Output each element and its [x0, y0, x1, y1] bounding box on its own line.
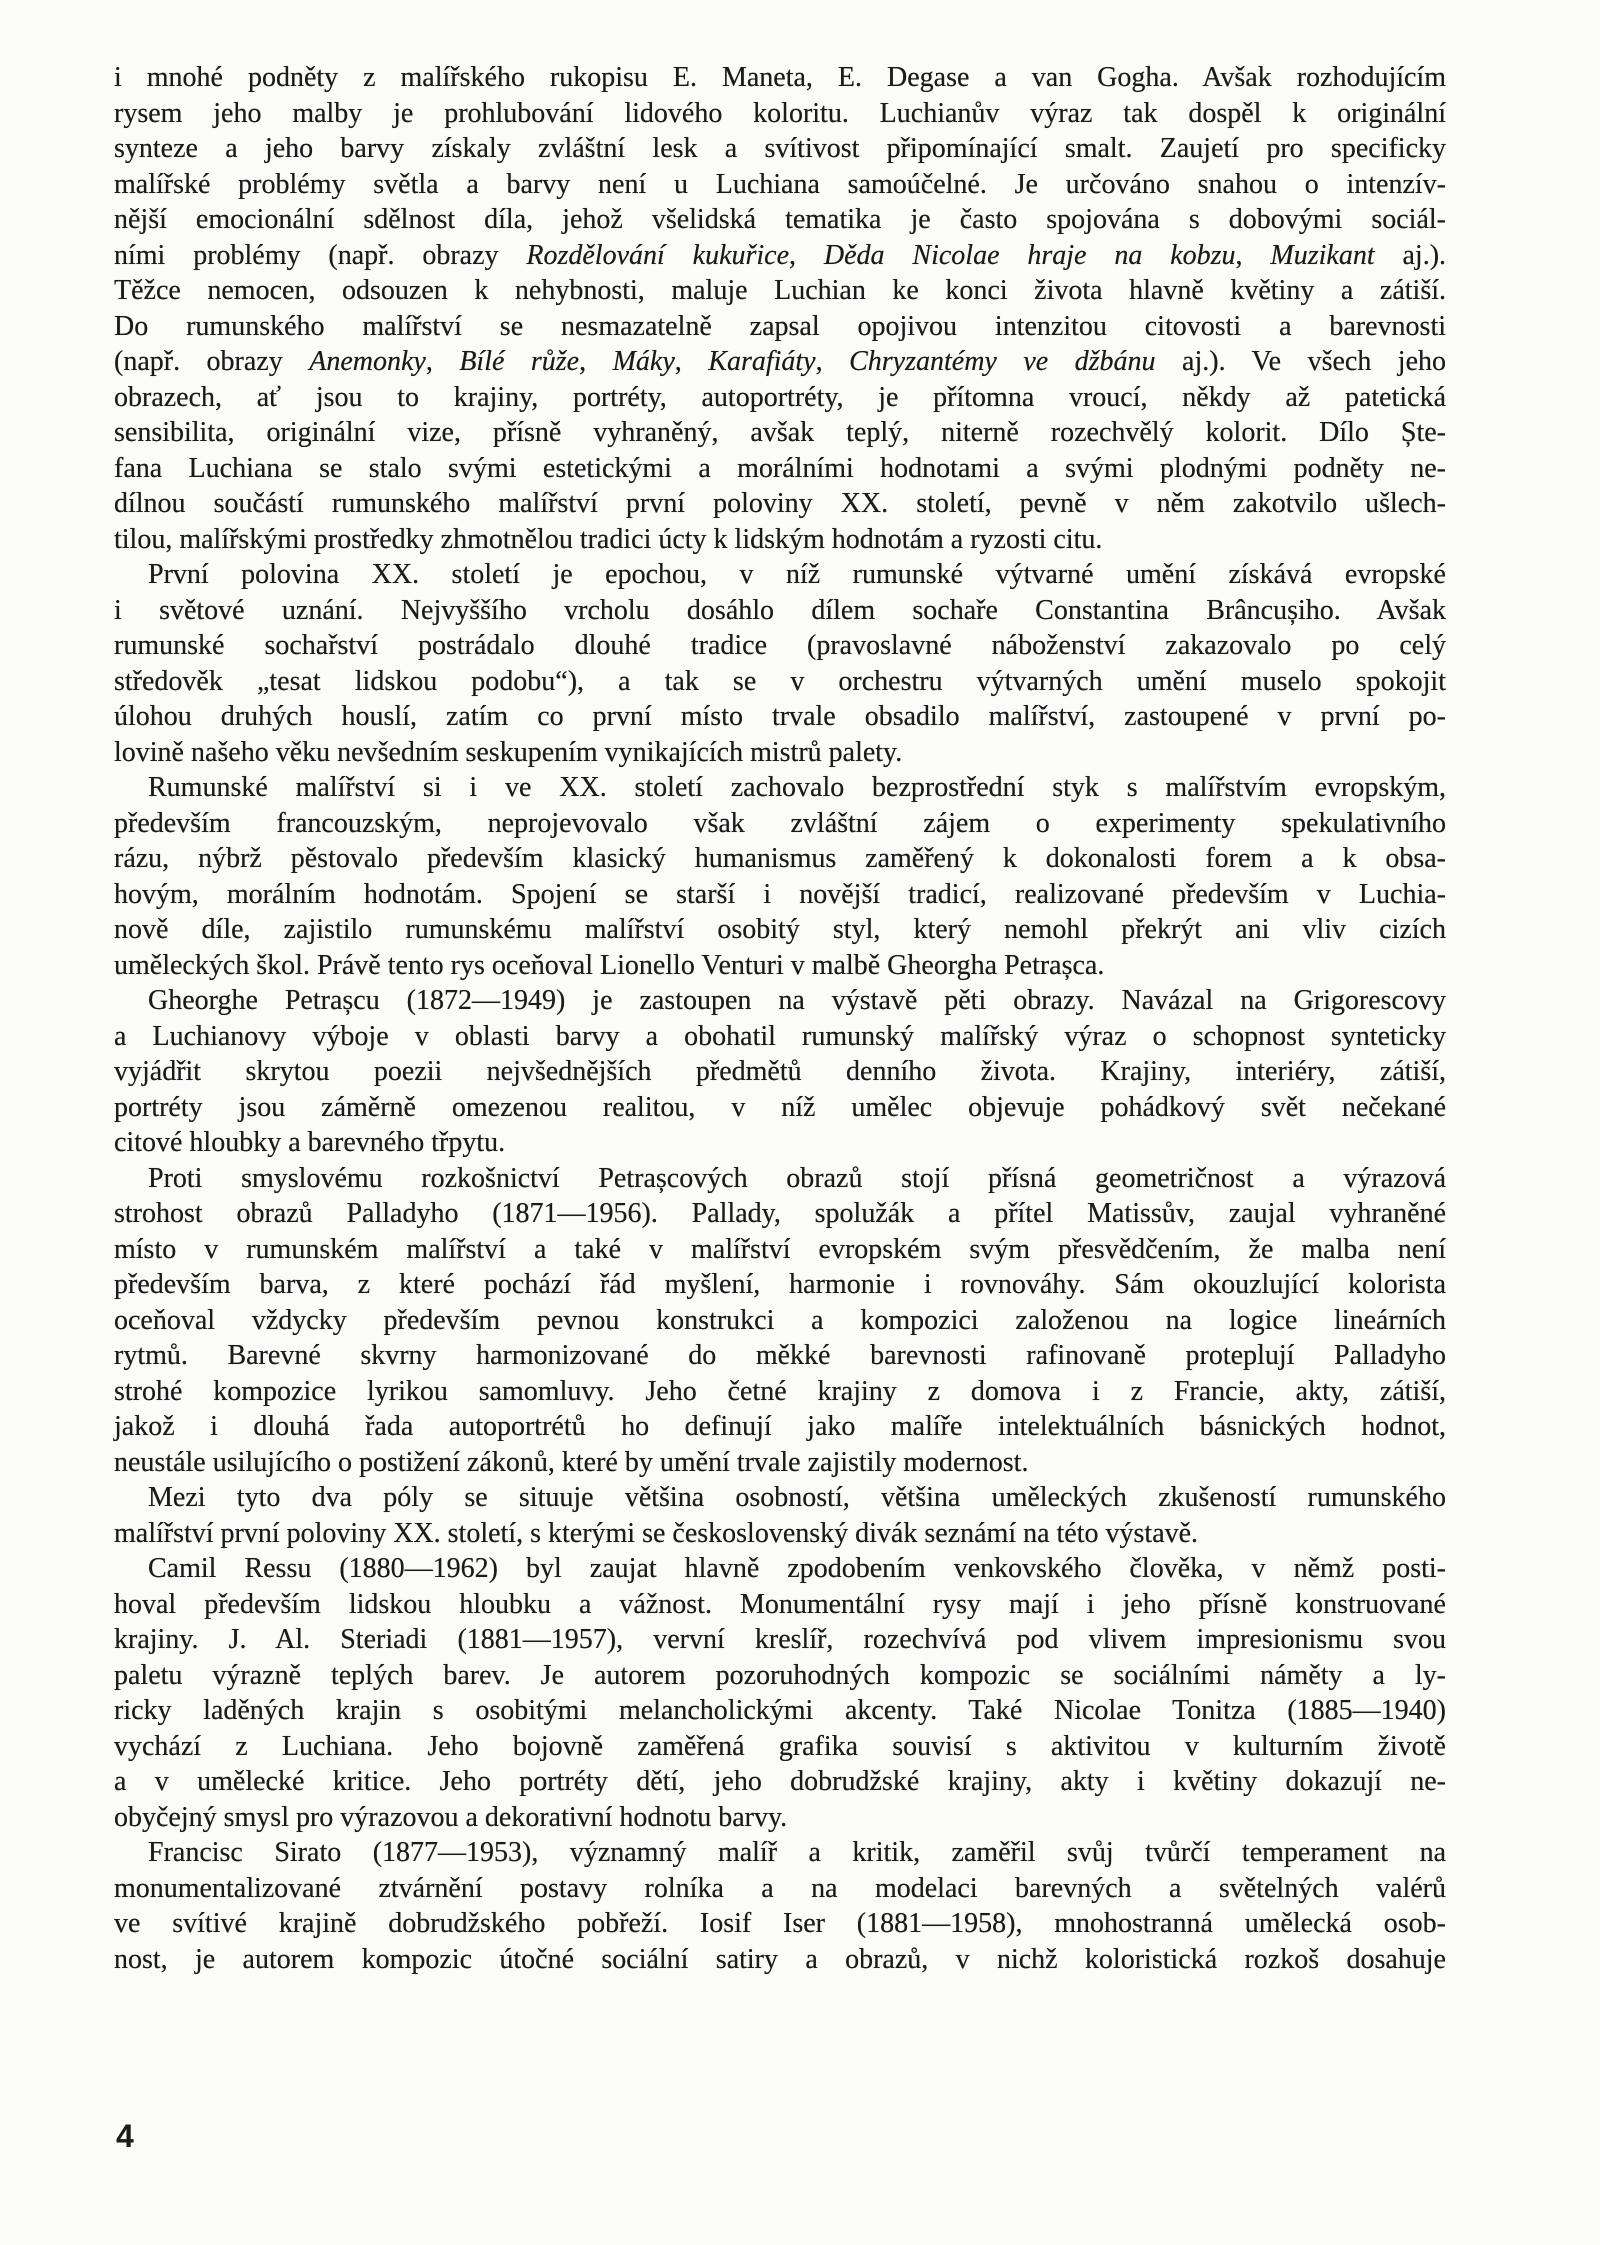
text-segment: rysem jeho malby je prohlubování lidového koloritu. Luchianův výraz tak dospěl k originální — [114, 97, 1446, 129]
text-line — [114, 202, 1446, 238]
paragraph — [114, 1835, 1446, 1977]
text-line — [114, 309, 1446, 345]
text-segment: rytmů. Barevné skvrny harmonizované do měkké barevnosti rafinovaně proteplují Palladyho — [114, 1340, 1446, 1371]
text-line — [114, 593, 1446, 629]
text-line — [114, 273, 1446, 309]
text-line — [114, 877, 1446, 913]
text-segment: úlohou druhých houslí, zatím co první místo trvale obsadilo malířství, zastoupené v první po- — [114, 701, 1446, 732]
paragraph — [114, 983, 1446, 1161]
text-segment: , — [789, 239, 824, 271]
text-segment: aj.). — [1374, 239, 1447, 271]
artwork-title: Anemonky — [309, 346, 426, 377]
text-segment: jakož i dlouhá řada autoportrétů ho definují jako malíře intelektuálních básnických hodnot, — [114, 1411, 1446, 1442]
text-segment: Francisc Sirato (1877—1953), významný malíř a kritik, zaměřil svůj tvůrčí temperament na — [148, 1837, 1446, 1868]
text-segment: dílnou součástí rumunského malířství první poloviny XX. století, pevně v něm zakotvilo ušlech- — [114, 488, 1446, 519]
paragraph — [114, 1161, 1446, 1481]
page-number: 4 — [116, 2118, 134, 2154]
text-segment: Rumunské malířství si i ve XX. století zachovalo bezprostřední styk s malířstvím evropským, — [148, 772, 1446, 803]
text-segment: (např. obrazy — [114, 346, 310, 377]
text-line — [114, 1125, 1446, 1161]
artwork-title: Karafiáty — [708, 346, 816, 377]
text-line — [114, 380, 1446, 416]
text-segment: sensibilita, originální vize, přísně vyhraněný, avšak teplý, niterně rozechvělý kolorit. Dílo Ște- — [114, 417, 1446, 448]
paragraph — [114, 557, 1446, 770]
body-text — [114, 60, 1446, 1977]
text-segment: fana Luchiana se stalo svými estetickými a morálními hodnotami a svými plodnými podněty ne- — [114, 452, 1446, 484]
text-line — [114, 1551, 1446, 1587]
text-segment: strohost obrazů Palladyho (1871—1956). Pallady, spolužák a přítel Matissův, zaujal vyhraněné — [114, 1198, 1446, 1229]
text-segment: aj.). Ve všech jeho — [1155, 346, 1447, 377]
text-segment: krajiny. J. Al. Steriadi (1881—1957), vervní kreslíř, rozechvívá pod vlivem impresionismu svou — [114, 1624, 1446, 1655]
text-line — [114, 238, 1446, 274]
text-segment: vychází z Luchiana. Jeho bojovně zaměřená grafika souvisí s aktivitou v kulturním životě — [114, 1730, 1446, 1762]
text-line — [114, 1800, 1446, 1836]
text-segment: , — [425, 346, 460, 377]
text-line — [114, 1835, 1446, 1871]
text-segment: hoval především lidskou hloubku a vážnost. Monumentální rysy mají i jeho přísně konstruované — [114, 1588, 1446, 1620]
text-segment: rumunské sochařství postrádalo dlouhé tradice (pravoslavné náboženství zakazovalo po celý — [114, 630, 1446, 661]
text-line — [114, 1232, 1446, 1268]
text-segment: strohé kompozice lyrikou samomluvy. Jeho četné krajiny z domova i z Francie, akty, zátiší, — [114, 1375, 1446, 1407]
text-line — [114, 1764, 1446, 1800]
text-segment: ricky laděných krajin s osobitými melancholickými akcenty. Také Nicolae Tonitza (1885—1940) — [114, 1695, 1446, 1726]
text-line — [114, 1019, 1446, 1055]
text-segment: lovině našeho věku nevšedním seskupením vynikajících mistrů palety. — [114, 736, 903, 768]
text-segment: místo v rumunském malířství a také v malířství evropském svým přesvědčením, že malba není — [114, 1233, 1446, 1265]
text-line — [114, 131, 1446, 167]
text-segment: i mnohé podněty z malířského rukopisu E. Maneta, E. Degase a van Gogha. Avšak rozhodujícím — [114, 62, 1446, 93]
text-segment: citové hloubky a barevného třpytu. — [114, 1127, 506, 1158]
text-line — [114, 1906, 1446, 1942]
text-segment: nost, je autorem kompozic útočné sociální satiry a obrazů, v nichž koloristická rozkoš dosahuje — [114, 1943, 1446, 1975]
text-segment: ními problémy (např. obrazy — [114, 239, 527, 271]
text-segment: Gheorghe Petrașcu (1872—1949) je zastoupen na výstavě pěti obrazy. Navázal na Grigorescovy — [148, 985, 1446, 1016]
text-line — [114, 1942, 1446, 1978]
text-line — [114, 948, 1446, 984]
text-line — [114, 1196, 1446, 1232]
text-segment: oceňoval vždycky především pevnou konstrukci a kompozici založenou na logice lineárních — [114, 1304, 1446, 1336]
text-line — [114, 735, 1446, 771]
artwork-title: Bílé růže — [459, 346, 580, 377]
text-segment: neustále usilujícího o postižení zákonů, které by umění trvale zajistily modernost. — [114, 1446, 1029, 1478]
text-segment: , — [674, 346, 709, 377]
text-line — [114, 1409, 1446, 1445]
text-segment: uměleckých škol. Právě tento rys oceňoval Lionello Venturi v malbě Gheorgha Petrașca. — [114, 949, 1105, 981]
artwork-title: Rozdělování kukuřice — [526, 239, 790, 271]
text-line — [114, 628, 1446, 664]
text-segment: ve svítivé krajině dobrudžského pobřeží. Iosif Iser (1881—1958), mnohostranná umělecká osob- — [114, 1908, 1446, 1939]
text-line — [114, 699, 1446, 735]
text-line — [114, 1622, 1446, 1658]
text-segment: a Luchianovy výboje v oblasti barvy a obohatil rumunský malířský výraz o schopnost synteticky — [114, 1020, 1446, 1052]
text-segment: První polovina XX. století je epochou, v níž rumunské výtvarné umění získává evropské — [148, 559, 1446, 590]
text-segment: rázu, nýbrž pěstovalo především klasický humanismus zaměřený k dokonalosti forem a k obsa- — [114, 843, 1446, 874]
text-segment: synteze a jeho barvy získaly zvláštní lesk a svítivost připomínající smalt. Zaujetí pro specificky — [114, 133, 1446, 164]
text-segment: Proti smyslovému rozkošnictví Petrașcových obrazů stojí přísná geometričnost a výrazová — [148, 1162, 1446, 1194]
text-segment: nější emocionální sdělnost díla, jehož všelidská tematika je často spojována s dobovými sociál- — [114, 204, 1446, 235]
text-segment: obyčejný smysl pro výrazovou a dekorativní hodnotu barvy. — [114, 1801, 788, 1833]
text-line — [114, 1871, 1446, 1907]
text-segment: monumentalizované ztvárnění postavy rolníka a na modelaci barevných a světelných valérů — [114, 1872, 1446, 1904]
text-segment: tilou, malířskými prostředky zhmotnělou tradici úcty k lidským hodnotám a ryzosti citu. — [114, 523, 1103, 555]
text-line — [114, 1090, 1446, 1126]
text-line — [114, 664, 1446, 700]
text-segment: i světové uznání. Nejvyššího vrcholu dosáhlo dílem sochaře Constantina Brâncușiho. Avšak — [114, 594, 1446, 626]
artwork-title: Děda Nicolae hraje na kobzu — [823, 239, 1236, 271]
text-line — [114, 486, 1446, 522]
text-segment: a v umělecké kritice. Jeho portréty dětí, jeho dobrudžské krajiny, akty i květiny dokazují ne- — [114, 1766, 1446, 1797]
paragraph — [114, 1480, 1446, 1551]
text-segment: paletu výrazně teplých barev. Je autorem pozoruhodných kompozic se sociálními náměty a ly- — [114, 1659, 1446, 1691]
text-line — [114, 1161, 1446, 1197]
text-line — [114, 1303, 1446, 1339]
paragraph — [114, 1551, 1446, 1835]
text-segment: nově díle, zajistilo rumunskému malířství osobitý styl, který nemohl překrýt ani vliv cizích — [114, 914, 1446, 945]
artwork-title: Máky — [612, 346, 675, 377]
text-segment: malířské problémy světla a barvy není u Luchiana samoúčelné. Je určováno snahou o intenzív- — [114, 168, 1446, 200]
text-line — [114, 1693, 1446, 1729]
text-line — [114, 60, 1446, 96]
text-line — [114, 557, 1446, 593]
text-line — [114, 1587, 1446, 1623]
text-segment: především francouzským, neprojevovalo však zvláštní zájem o experimenty spekulativního — [114, 807, 1446, 839]
text-segment: malířství první poloviny XX. století, s kterými se československý divák seznámí na této výstavě. — [114, 1517, 1199, 1549]
text-line — [114, 451, 1446, 487]
text-line — [114, 1658, 1446, 1694]
text-line — [114, 1054, 1446, 1090]
text-segment: , — [815, 346, 850, 377]
text-segment: , — [579, 346, 613, 377]
text-segment: Camil Ressu (1880—1962) byl zaujat hlavně zpodobením venkovského člověka, v němž posti- — [148, 1553, 1446, 1584]
text-line — [114, 344, 1446, 380]
text-line — [114, 415, 1446, 451]
paragraph — [114, 60, 1446, 557]
text-line — [114, 522, 1446, 558]
text-segment: vyjádřit skrytou poezii nejvšednějších předmětů denního života. Krajiny, interiéry, zátiší, — [114, 1056, 1446, 1087]
text-segment: středověk „tesat lidskou podobu“), a tak se v orchestru výtvarných umění muselo spokojit — [114, 665, 1446, 697]
text-segment: hovým, morálním hodnotám. Spojení se starší i novější tradicí, realizované především v Luchia- — [114, 878, 1446, 910]
text-line — [114, 1445, 1446, 1481]
text-segment: , — [1235, 239, 1271, 271]
text-segment: Mezi tyto dva póly se situuje většina osobností, většina uměleckých zkušeností rumunského — [148, 1482, 1446, 1513]
text-line — [114, 1729, 1446, 1765]
paragraph — [114, 770, 1446, 983]
text-line — [114, 167, 1446, 203]
artwork-title: Muzikant — [1270, 239, 1375, 271]
text-line — [114, 1480, 1446, 1516]
text-line — [114, 1267, 1446, 1303]
text-segment: Těžce nemocen, odsouzen k nehybnosti, maluje Luchian ke konci života hlavně květiny a zátiší. — [114, 275, 1446, 306]
artwork-title: Chryzantémy ve džbánu — [849, 346, 1156, 377]
text-segment: portréty jsou záměrně omezenou realitou, v níž umělec objevuje pohádkový svět nečekané — [114, 1091, 1446, 1123]
text-line — [114, 1516, 1446, 1552]
text-line — [114, 770, 1446, 806]
text-line — [114, 806, 1446, 842]
text-segment: Do rumunského malířství se nesmazatelně zapsal opojivou intenzitou citovosti a barevnosti — [114, 310, 1446, 342]
text-line — [114, 96, 1446, 132]
text-line — [114, 983, 1446, 1019]
text-segment: obrazech, ať jsou to krajiny, portréty, autoportréty, je přítomna vroucí, někdy až patetická — [114, 381, 1446, 413]
text-segment: především barva, z které pochází řád myšlení, harmonie i rovnováhy. Sám okouzlující kolorista — [114, 1269, 1446, 1300]
text-line — [114, 1338, 1446, 1374]
text-line — [114, 841, 1446, 877]
text-line — [114, 1374, 1446, 1410]
text-line — [114, 912, 1446, 948]
